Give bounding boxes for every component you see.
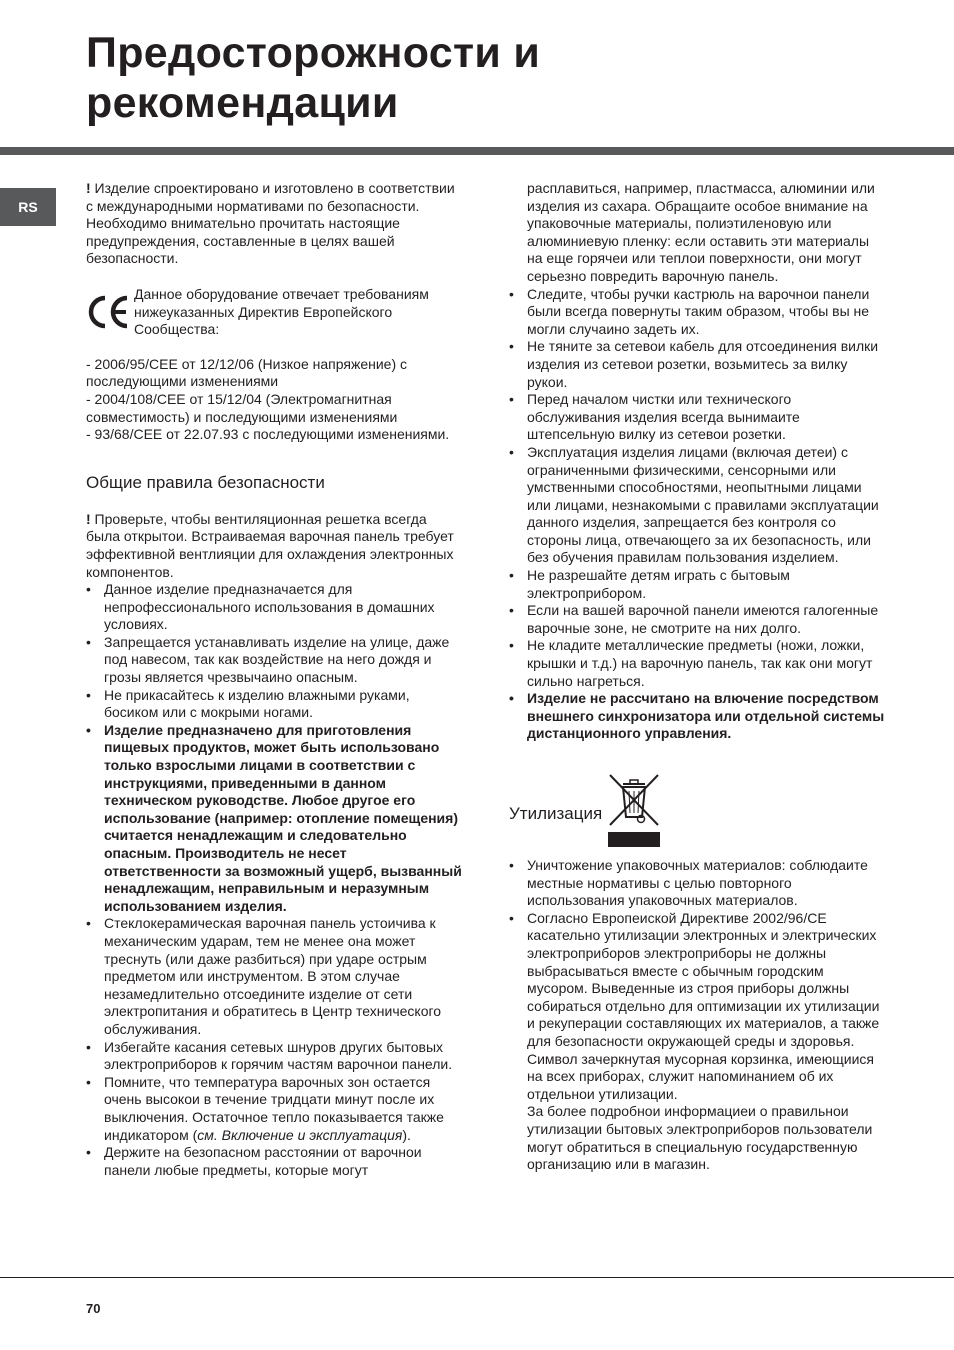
list-item: • Уничтожение упаковочных материалов: соблюдаите местные нормативы с целью повторного использования упаковочных материалов. xyxy=(509,857,886,910)
intro-paragraph xyxy=(86,180,464,268)
disposal-heading: Утилизация xyxy=(509,804,603,823)
directive-item: - 2006/95/CEE от 12/12/06 (Низкое напряжение) с последующими изменениями xyxy=(86,355,407,390)
list-item: • Следите, чтобы ручки кастрюль на варочнои панели были всегда повернуты таким образом, чтобы вы не могли случаино задеть их. xyxy=(509,286,886,339)
disposal-extra-text: За более подробнои информациеи о правильнои утилизации бытовых электроприборов пользователи могут обратиться в специальную государственную организацию или в магазин. xyxy=(527,1103,873,1173)
list-item: • Избегайте касания сетевых шнуров других бытовых электроприборов к горячим частям варочнои панели. xyxy=(86,1039,464,1074)
warning-mark: ! xyxy=(86,510,91,527)
ce-mark-icon xyxy=(86,294,134,330)
ce-block xyxy=(86,286,464,339)
left-column xyxy=(86,180,464,1179)
list-item: • Изделие предназначено для приготовления пищевых продуктов, может быть использовано только взрослыми лицами в соответствии с инструкциями, приведенными в данном техническом руководстве. Любое другое его использование (например: отопление помещения) считается ненадлежащим и следовательно опасным. Производитель не несет ответственности за возможный ущерб, вызванный ненадлежащим, неправильным и неразумным использованием изделия. xyxy=(86,722,464,916)
warning-mark: ! xyxy=(86,180,91,196)
crossed-out-wheelie-bin-icon xyxy=(608,773,660,847)
list-item: • Данное изделие предназначается для непрофессионального использования в домашних условиях. xyxy=(86,581,464,634)
safety-list-continued xyxy=(509,286,886,743)
list-item: • Не прикасайтесь к изделию влажными руками, босиком или с мокрыми ногами. xyxy=(86,687,464,722)
list-item: • Не разрешайте детям играть с бытовым электроприбором. xyxy=(509,567,886,602)
list-item: • Перед началом чистки или технического обслуживания изделия всегда вынимаите штепсельную вилку из сетевои розетки. xyxy=(509,391,886,444)
cross-reference: см. Включение и эксплуатация xyxy=(197,1126,403,1143)
page-number: 70 xyxy=(86,1301,101,1316)
list-item: • Изделие не рассчитано на влючение посредством внешнего синхронизатора или отдельной системы дистанционного управления. xyxy=(509,690,886,743)
safety-list xyxy=(86,581,464,1179)
directive-item: - 93/68/CEE от 22.07.93 с последующими изменениями. xyxy=(86,426,450,443)
safety-intro-text: Проверьте, чтобы вентиляционная решетка всегда была открытои. Встраиваемая варочная панель требует эффективной вентлияции для охлаждения электронных компонентов. xyxy=(86,510,454,580)
list-item: • Не тяните за сетевои кабель для отсоединения вилки изделия из сетевои розетки, возьмитесь за вилку рукои. xyxy=(509,338,886,391)
list-item: • Если на вашей варочной панели имеются галогенные варочные зоне, не смотрите на них долго. xyxy=(509,602,886,637)
list-item: • Держите на безопасном расстоянии от варочнои панели любые предметы, которые могут xyxy=(86,1144,464,1179)
list-item-text: Помните, что температура варочных зон остается очень высокои в течение тридцати минут после их выключения. Остаточное тепло показывается также индикатором ( xyxy=(104,1073,444,1143)
list-item-text-end: ). xyxy=(402,1126,411,1143)
footer-divider xyxy=(0,1277,954,1278)
list-item: • Согласно Европеиской Директиве 2002/96/CE касательно утилизации электронных и электрических электроприборов электроприборы не должны выбрасываться вместе с обычным городским мусором. Выведенные из строя приборы должны собираться отдельно для оптимизации их утилизации и рекуперации составляющих их материалов, а также для безопасности окружающей среды и здоровья. Символ зачеркнутая мусорная корзинка, имеющиися на всех приборах, служит напоминанием об их отдельнои утилизации. xyxy=(509,910,886,1104)
page-title-line-2: рекомендации xyxy=(86,79,399,127)
intro-text: Изделие спроектировано и изготовлено в соответствии с международными нормативами по безопасности. Необходимо внимательно прочитать настоящие предупреждения, составленные в целях вашей безопасности. xyxy=(86,180,455,267)
list-item: • Стеклокерамическая варочная панель устоичива к механическим ударам, тем не менее она может треснуть (или даже разбиться) при ударе острым предметом или инструментом. В этом случае незамедлительно отсоедините изделие от сети электропитания и обратитесь в Центр технического обслуживания. xyxy=(86,915,464,1038)
page-title-line-1: Предосторожности и xyxy=(86,29,541,77)
safety-intro xyxy=(86,511,464,581)
disposal-header xyxy=(509,773,886,847)
list-item: • Не кладите металлические предметы (ножи, ложки, крышки и т.д.) на варочную панель, так как они могут сильно нагреться. xyxy=(509,637,886,690)
directive-item: - 2004/108/CEE от 15/12/04 (Электромагнитная совместимость) и последующими изменениями xyxy=(86,390,398,425)
language-tab: RS xyxy=(0,188,56,226)
list-item: • Эксплуатация изделия лицами (включая детеи) с ограниченными физическими, сенсорными или умственными способностями, неопытными лицами или лицами, незнакомыми с правилами эксплуатации данного изделия, запрещается без контроля со стороны лица, отвечающего за их безопасность, или без обучения правилам пользования изделием. xyxy=(509,444,886,567)
page-title xyxy=(86,28,540,128)
directives-list xyxy=(86,356,464,444)
list-item-continuation: расплавиться, например, пластмасса, алюминии или изделия из сахара. Обращаите особое внимание на упаковочные материалы, полиэтиленовую или алюминиевую пленку: если оставить эти материалы на еще горячеи или теплои поверхности, они могут серьезно повредить варочную панель. xyxy=(527,180,875,284)
safety-heading: Общие правила безопасности xyxy=(86,472,325,492)
title-divider xyxy=(0,147,954,155)
right-column xyxy=(509,180,886,1174)
ce-text: Данное оборудование отвечает требованиям нижеуказанных Директив Европейского Сообщества: xyxy=(134,285,429,338)
list-item xyxy=(86,1074,464,1144)
list-item: • Запрещается устанавливать изделие на улице, даже под навесом, так как воздействие на него дождя и грозы является чрезвычаино опасным. xyxy=(86,634,464,687)
disposal-list xyxy=(509,857,886,1103)
